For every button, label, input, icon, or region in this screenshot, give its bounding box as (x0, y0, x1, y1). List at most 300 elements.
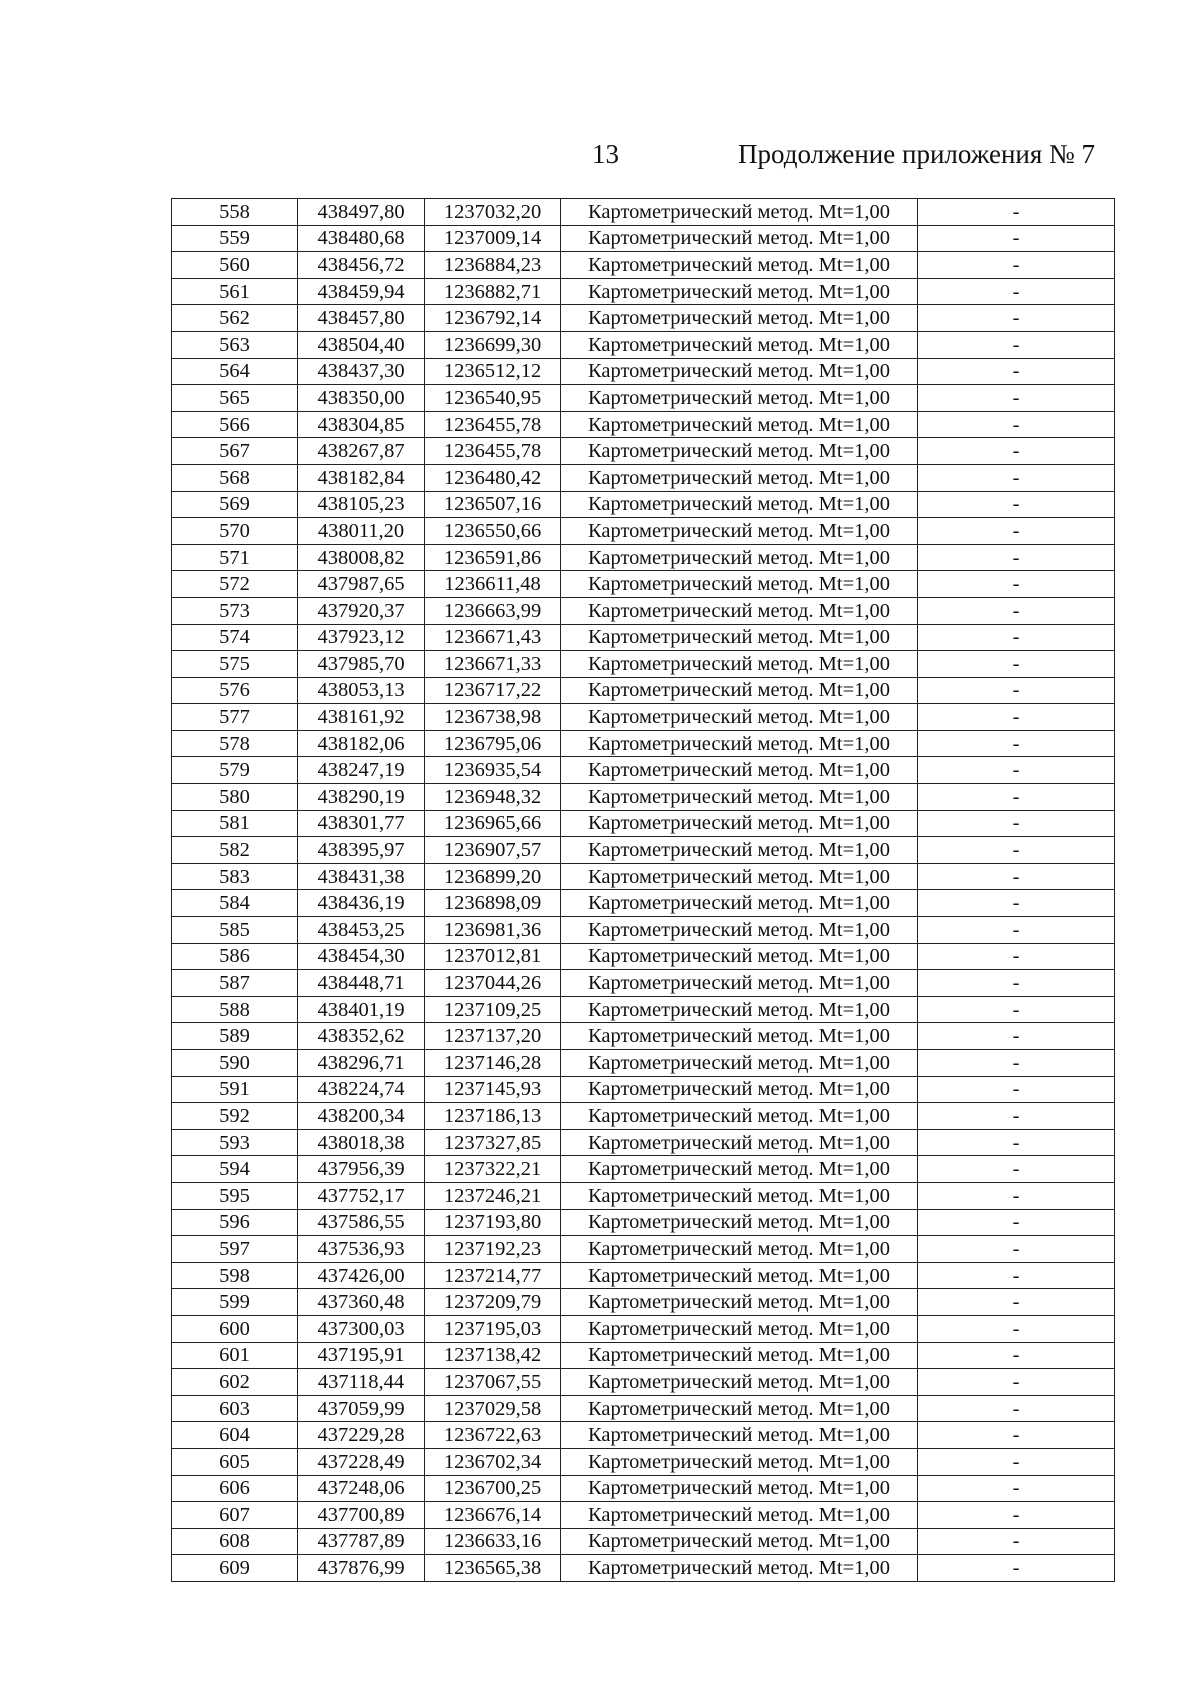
y-coordinate-cell: 1236671,33 (425, 651, 561, 678)
table-row (172, 651, 1115, 678)
point-number-cell: 573 (172, 597, 298, 624)
point-number-cell: 599 (172, 1289, 298, 1316)
table-row (172, 704, 1115, 731)
x-coordinate-cell: 438290,19 (298, 784, 425, 811)
dash-cell: - (918, 544, 1115, 571)
point-number-cell: 587 (172, 970, 298, 997)
method-cell: Картометрический метод. Mt=1,00 (561, 278, 918, 305)
y-coordinate-cell: 1237145,93 (425, 1076, 561, 1103)
x-coordinate-cell: 438401,19 (298, 996, 425, 1023)
method-cell: Картометрический метод. Mt=1,00 (561, 943, 918, 970)
table-row (172, 1448, 1115, 1475)
x-coordinate-cell: 438456,72 (298, 252, 425, 279)
method-cell: Картометрический метод. Mt=1,00 (561, 438, 918, 465)
point-number-cell: 584 (172, 890, 298, 917)
y-coordinate-cell: 1236565,38 (425, 1555, 561, 1582)
method-cell: Картометрический метод. Mt=1,00 (561, 1342, 918, 1369)
method-cell: Картометрический метод. Mt=1,00 (561, 730, 918, 757)
method-cell: Картометрический метод. Mt=1,00 (561, 757, 918, 784)
point-number-cell: 558 (172, 199, 298, 226)
point-number-cell: 559 (172, 225, 298, 252)
method-cell: Картометрический метод. Mt=1,00 (561, 1315, 918, 1342)
point-number-cell: 574 (172, 624, 298, 651)
table-row (172, 225, 1115, 252)
y-coordinate-cell: 1236981,36 (425, 917, 561, 944)
table-row (172, 385, 1115, 412)
point-number-cell: 609 (172, 1555, 298, 1582)
dash-cell: - (918, 1502, 1115, 1529)
method-cell: Картометрический метод. Mt=1,00 (561, 810, 918, 837)
x-coordinate-cell: 437360,48 (298, 1289, 425, 1316)
x-coordinate-cell: 438011,20 (298, 518, 425, 545)
point-number-cell: 597 (172, 1236, 298, 1263)
method-cell: Картометрический метод. Mt=1,00 (561, 1422, 918, 1449)
point-number-cell: 583 (172, 863, 298, 890)
method-cell: Картометрический метод. Mt=1,00 (561, 518, 918, 545)
method-cell: Картометрический метод. Mt=1,00 (561, 1502, 918, 1529)
y-coordinate-cell: 1237186,13 (425, 1103, 561, 1130)
point-number-cell: 603 (172, 1395, 298, 1422)
y-coordinate-cell: 1236663,99 (425, 597, 561, 624)
y-coordinate-cell: 1236540,95 (425, 385, 561, 412)
point-number-cell: 576 (172, 677, 298, 704)
point-number-cell: 565 (172, 385, 298, 412)
x-coordinate-cell: 438448,71 (298, 970, 425, 997)
method-cell: Картометрический метод. Mt=1,00 (561, 1528, 918, 1555)
method-cell: Картометрический метод. Mt=1,00 (561, 252, 918, 279)
method-cell: Картометрический метод. Mt=1,00 (561, 970, 918, 997)
x-coordinate-cell: 438453,25 (298, 917, 425, 944)
x-coordinate-cell: 438352,62 (298, 1023, 425, 1050)
method-cell: Картометрический метод. Mt=1,00 (561, 385, 918, 412)
x-coordinate-cell: 438224,74 (298, 1076, 425, 1103)
table-row (172, 917, 1115, 944)
table-row (172, 810, 1115, 837)
table-row (172, 1182, 1115, 1209)
dash-cell: - (918, 571, 1115, 598)
x-coordinate-cell: 437787,89 (298, 1528, 425, 1555)
x-coordinate-cell: 437586,55 (298, 1209, 425, 1236)
method-cell: Картометрический метод. Mt=1,00 (561, 199, 918, 226)
table-row (172, 1209, 1115, 1236)
point-number-cell: 595 (172, 1182, 298, 1209)
x-coordinate-cell: 438457,80 (298, 305, 425, 332)
dash-cell: - (918, 1076, 1115, 1103)
x-coordinate-cell: 438454,30 (298, 943, 425, 970)
y-coordinate-cell: 1236611,48 (425, 571, 561, 598)
method-cell: Картометрический метод. Mt=1,00 (561, 597, 918, 624)
table-row (172, 1369, 1115, 1396)
method-cell: Картометрический метод. Mt=1,00 (561, 358, 918, 385)
dash-cell: - (918, 1395, 1115, 1422)
table-row (172, 1475, 1115, 1502)
point-number-cell: 578 (172, 730, 298, 757)
y-coordinate-cell: 1236898,09 (425, 890, 561, 917)
y-coordinate-cell: 1236507,16 (425, 491, 561, 518)
point-number-cell: 585 (172, 917, 298, 944)
point-number-cell: 562 (172, 305, 298, 332)
y-coordinate-cell: 1236671,43 (425, 624, 561, 651)
dash-cell: - (918, 917, 1115, 944)
dash-cell: - (918, 704, 1115, 731)
point-number-cell: 569 (172, 491, 298, 518)
x-coordinate-cell: 437923,12 (298, 624, 425, 651)
table-row (172, 1103, 1115, 1130)
dash-cell: - (918, 491, 1115, 518)
x-coordinate-cell: 438200,34 (298, 1103, 425, 1130)
table-row (172, 571, 1115, 598)
y-coordinate-cell: 1237032,20 (425, 199, 561, 226)
table-row (172, 491, 1115, 518)
point-number-cell: 604 (172, 1422, 298, 1449)
dash-cell: - (918, 1342, 1115, 1369)
y-coordinate-cell: 1236550,66 (425, 518, 561, 545)
method-cell: Картометрический метод. Mt=1,00 (561, 1395, 918, 1422)
x-coordinate-cell: 437876,99 (298, 1555, 425, 1582)
method-cell: Картометрический метод. Mt=1,00 (561, 1555, 918, 1582)
y-coordinate-cell: 1237044,26 (425, 970, 561, 997)
x-coordinate-cell: 438459,94 (298, 278, 425, 305)
table-row (172, 1262, 1115, 1289)
dash-cell: - (918, 278, 1115, 305)
dash-cell: - (918, 1315, 1115, 1342)
y-coordinate-cell: 1236907,57 (425, 837, 561, 864)
y-coordinate-cell: 1236455,78 (425, 411, 561, 438)
x-coordinate-cell: 438436,19 (298, 890, 425, 917)
y-coordinate-cell: 1237146,28 (425, 1050, 561, 1077)
y-coordinate-cell: 1237209,79 (425, 1289, 561, 1316)
method-cell: Картометрический метод. Mt=1,00 (561, 651, 918, 678)
y-coordinate-cell: 1236882,71 (425, 278, 561, 305)
x-coordinate-cell: 437195,91 (298, 1342, 425, 1369)
y-coordinate-cell: 1236792,14 (425, 305, 561, 332)
dash-cell: - (918, 1050, 1115, 1077)
dash-cell: - (918, 1236, 1115, 1263)
x-coordinate-cell: 437987,65 (298, 571, 425, 598)
dash-cell: - (918, 970, 1115, 997)
table-row (172, 730, 1115, 757)
y-coordinate-cell: 1236480,42 (425, 464, 561, 491)
x-coordinate-cell: 438431,38 (298, 863, 425, 890)
method-cell: Картометрический метод. Mt=1,00 (561, 331, 918, 358)
dash-cell: - (918, 252, 1115, 279)
y-coordinate-cell: 1237009,14 (425, 225, 561, 252)
x-coordinate-cell: 438053,13 (298, 677, 425, 704)
method-cell: Картометрический метод. Mt=1,00 (561, 837, 918, 864)
point-number-cell: 593 (172, 1129, 298, 1156)
y-coordinate-cell: 1237029,58 (425, 1395, 561, 1422)
method-cell: Картометрический метод. Mt=1,00 (561, 677, 918, 704)
dash-cell: - (918, 1369, 1115, 1396)
x-coordinate-cell: 438480,68 (298, 225, 425, 252)
dash-cell: - (918, 837, 1115, 864)
point-number-cell: 563 (172, 331, 298, 358)
method-cell: Картометрический метод. Mt=1,00 (561, 996, 918, 1023)
table-row (172, 1315, 1115, 1342)
point-number-cell: 590 (172, 1050, 298, 1077)
x-coordinate-cell: 438018,38 (298, 1129, 425, 1156)
dash-cell: - (918, 1422, 1115, 1449)
method-cell: Картометрический метод. Mt=1,00 (561, 1103, 918, 1130)
point-number-cell: 567 (172, 438, 298, 465)
x-coordinate-cell: 438350,00 (298, 385, 425, 412)
table-row (172, 544, 1115, 571)
table-row (172, 411, 1115, 438)
x-coordinate-cell: 437920,37 (298, 597, 425, 624)
x-coordinate-cell: 438182,84 (298, 464, 425, 491)
method-cell: Картометрический метод. Mt=1,00 (561, 784, 918, 811)
point-number-cell: 582 (172, 837, 298, 864)
table-row (172, 863, 1115, 890)
x-coordinate-cell: 437752,17 (298, 1182, 425, 1209)
dash-cell: - (918, 438, 1115, 465)
dash-cell: - (918, 677, 1115, 704)
table-row (172, 358, 1115, 385)
table-row (172, 1156, 1115, 1183)
method-cell: Картометрический метод. Mt=1,00 (561, 704, 918, 731)
dash-cell: - (918, 385, 1115, 412)
x-coordinate-cell: 438161,92 (298, 704, 425, 731)
dash-cell: - (918, 1023, 1115, 1050)
dash-cell: - (918, 1209, 1115, 1236)
y-coordinate-cell: 1237109,25 (425, 996, 561, 1023)
dash-cell: - (918, 730, 1115, 757)
y-coordinate-cell: 1237192,23 (425, 1236, 561, 1263)
y-coordinate-cell: 1236512,12 (425, 358, 561, 385)
point-number-cell: 605 (172, 1448, 298, 1475)
table-row (172, 1129, 1115, 1156)
table-row (172, 278, 1115, 305)
point-number-cell: 608 (172, 1528, 298, 1555)
method-cell: Картометрический метод. Mt=1,00 (561, 1236, 918, 1263)
point-number-cell: 572 (172, 571, 298, 598)
table-row (172, 305, 1115, 332)
method-cell: Картометрический метод. Mt=1,00 (561, 1209, 918, 1236)
point-number-cell: 571 (172, 544, 298, 571)
point-number-cell: 592 (172, 1103, 298, 1130)
x-coordinate-cell: 438437,30 (298, 358, 425, 385)
point-number-cell: 579 (172, 757, 298, 784)
x-coordinate-cell: 437228,49 (298, 1448, 425, 1475)
x-coordinate-cell: 437118,44 (298, 1369, 425, 1396)
y-coordinate-cell: 1236717,22 (425, 677, 561, 704)
table-row (172, 1422, 1115, 1449)
x-coordinate-cell: 438296,71 (298, 1050, 425, 1077)
page-number: 13 (592, 139, 619, 169)
y-coordinate-cell: 1237322,21 (425, 1156, 561, 1183)
method-cell: Картометрический метод. Mt=1,00 (561, 863, 918, 890)
dash-cell: - (918, 597, 1115, 624)
y-coordinate-cell: 1236699,30 (425, 331, 561, 358)
point-number-cell: 561 (172, 278, 298, 305)
table-row (172, 199, 1115, 226)
y-coordinate-cell: 1237067,55 (425, 1369, 561, 1396)
table-row (172, 1050, 1115, 1077)
table-row (172, 1502, 1115, 1529)
y-coordinate-cell: 1236884,23 (425, 252, 561, 279)
y-coordinate-cell: 1237327,85 (425, 1129, 561, 1156)
table-row (172, 464, 1115, 491)
x-coordinate-cell: 437229,28 (298, 1422, 425, 1449)
dash-cell: - (918, 305, 1115, 332)
table-row (172, 1289, 1115, 1316)
dash-cell: - (918, 651, 1115, 678)
method-cell: Картометрический метод. Mt=1,00 (561, 624, 918, 651)
x-coordinate-cell: 437700,89 (298, 1502, 425, 1529)
method-cell: Картометрический метод. Mt=1,00 (561, 1475, 918, 1502)
y-coordinate-cell: 1236965,66 (425, 810, 561, 837)
y-coordinate-cell: 1236899,20 (425, 863, 561, 890)
table-row (172, 943, 1115, 970)
y-coordinate-cell: 1236702,34 (425, 1448, 561, 1475)
method-cell: Картометрический метод. Mt=1,00 (561, 464, 918, 491)
dash-cell: - (918, 1448, 1115, 1475)
table-row (172, 784, 1115, 811)
point-number-cell: 607 (172, 1502, 298, 1529)
method-cell: Картометрический метод. Mt=1,00 (561, 411, 918, 438)
point-number-cell: 606 (172, 1475, 298, 1502)
dash-cell: - (918, 225, 1115, 252)
method-cell: Картометрический метод. Mt=1,00 (561, 1262, 918, 1289)
method-cell: Картометрический метод. Mt=1,00 (561, 1050, 918, 1077)
dash-cell: - (918, 1262, 1115, 1289)
y-coordinate-cell: 1236676,14 (425, 1502, 561, 1529)
point-number-cell: 591 (172, 1076, 298, 1103)
y-coordinate-cell: 1237195,03 (425, 1315, 561, 1342)
x-coordinate-cell: 438395,97 (298, 837, 425, 864)
point-number-cell: 594 (172, 1156, 298, 1183)
y-coordinate-cell: 1236738,98 (425, 704, 561, 731)
x-coordinate-cell: 437059,99 (298, 1395, 425, 1422)
x-coordinate-cell: 437956,39 (298, 1156, 425, 1183)
y-coordinate-cell: 1236795,06 (425, 730, 561, 757)
method-cell: Картометрический метод. Mt=1,00 (561, 1129, 918, 1156)
point-number-cell: 586 (172, 943, 298, 970)
method-cell: Картометрический метод. Mt=1,00 (561, 544, 918, 571)
dash-cell: - (918, 810, 1115, 837)
table-row (172, 1342, 1115, 1369)
table-row (172, 438, 1115, 465)
dash-cell: - (918, 943, 1115, 970)
y-coordinate-cell: 1236455,78 (425, 438, 561, 465)
y-coordinate-cell: 1237012,81 (425, 943, 561, 970)
table-row (172, 1528, 1115, 1555)
method-cell: Картометрический метод. Mt=1,00 (561, 890, 918, 917)
point-number-cell: 568 (172, 464, 298, 491)
method-cell: Картометрический метод. Mt=1,00 (561, 1289, 918, 1316)
point-number-cell: 577 (172, 704, 298, 731)
table-row (172, 1395, 1115, 1422)
dash-cell: - (918, 1528, 1115, 1555)
table-row (172, 890, 1115, 917)
point-number-cell: 601 (172, 1342, 298, 1369)
dash-cell: - (918, 784, 1115, 811)
x-coordinate-cell: 437300,03 (298, 1315, 425, 1342)
x-coordinate-cell: 438301,77 (298, 810, 425, 837)
x-coordinate-cell: 437985,70 (298, 651, 425, 678)
x-coordinate-cell: 438304,85 (298, 411, 425, 438)
x-coordinate-cell: 438105,23 (298, 491, 425, 518)
dash-cell: - (918, 411, 1115, 438)
dash-cell: - (918, 199, 1115, 226)
dash-cell: - (918, 1129, 1115, 1156)
method-cell: Картометрический метод. Mt=1,00 (561, 1182, 918, 1209)
point-number-cell: 560 (172, 252, 298, 279)
method-cell: Картометрический метод. Mt=1,00 (561, 1156, 918, 1183)
dash-cell: - (918, 518, 1115, 545)
point-number-cell: 588 (172, 996, 298, 1023)
x-coordinate-cell: 437536,93 (298, 1236, 425, 1263)
table-row (172, 597, 1115, 624)
table-row (172, 996, 1115, 1023)
method-cell: Картометрический метод. Mt=1,00 (561, 571, 918, 598)
coordinates-table-body (172, 199, 1115, 1582)
method-cell: Картометрический метод. Mt=1,00 (561, 1076, 918, 1103)
x-coordinate-cell: 437248,06 (298, 1475, 425, 1502)
x-coordinate-cell: 438008,82 (298, 544, 425, 571)
x-coordinate-cell: 438247,19 (298, 757, 425, 784)
table-row (172, 518, 1115, 545)
x-coordinate-cell: 437426,00 (298, 1262, 425, 1289)
point-number-cell: 575 (172, 651, 298, 678)
table-row (172, 757, 1115, 784)
method-cell: Картометрический метод. Mt=1,00 (561, 1448, 918, 1475)
point-number-cell: 589 (172, 1023, 298, 1050)
table-row (172, 970, 1115, 997)
dash-cell: - (918, 1156, 1115, 1183)
method-cell: Картометрический метод. Mt=1,00 (561, 225, 918, 252)
x-coordinate-cell: 438504,40 (298, 331, 425, 358)
y-coordinate-cell: 1236700,25 (425, 1475, 561, 1502)
table-row (172, 677, 1115, 704)
table-row (172, 1076, 1115, 1103)
table-row (172, 1555, 1115, 1582)
table-row (172, 624, 1115, 651)
y-coordinate-cell: 1236948,32 (425, 784, 561, 811)
y-coordinate-cell: 1236591,86 (425, 544, 561, 571)
coordinates-table (171, 198, 1115, 1582)
dash-cell: - (918, 1289, 1115, 1316)
table-row (172, 1236, 1115, 1263)
point-number-cell: 566 (172, 411, 298, 438)
dash-cell: - (918, 624, 1115, 651)
method-cell: Картометрический метод. Mt=1,00 (561, 305, 918, 332)
y-coordinate-cell: 1237137,20 (425, 1023, 561, 1050)
point-number-cell: 580 (172, 784, 298, 811)
dash-cell: - (918, 996, 1115, 1023)
dash-cell: - (918, 358, 1115, 385)
table-row (172, 331, 1115, 358)
y-coordinate-cell: 1236633,16 (425, 1528, 561, 1555)
dash-cell: - (918, 863, 1115, 890)
method-cell: Картометрический метод. Mt=1,00 (561, 491, 918, 518)
continuation-title: Продолжение приложения № 7 (738, 139, 1096, 169)
point-number-cell: 564 (172, 358, 298, 385)
dash-cell: - (918, 464, 1115, 491)
point-number-cell: 600 (172, 1315, 298, 1342)
dash-cell: - (918, 1475, 1115, 1502)
point-number-cell: 570 (172, 518, 298, 545)
x-coordinate-cell: 438182,06 (298, 730, 425, 757)
point-number-cell: 596 (172, 1209, 298, 1236)
method-cell: Картометрический метод. Mt=1,00 (561, 1023, 918, 1050)
dash-cell: - (918, 1555, 1115, 1582)
y-coordinate-cell: 1237138,42 (425, 1342, 561, 1369)
point-number-cell: 581 (172, 810, 298, 837)
method-cell: Картометрический метод. Mt=1,00 (561, 1369, 918, 1396)
y-coordinate-cell: 1237246,21 (425, 1182, 561, 1209)
table-row (172, 252, 1115, 279)
